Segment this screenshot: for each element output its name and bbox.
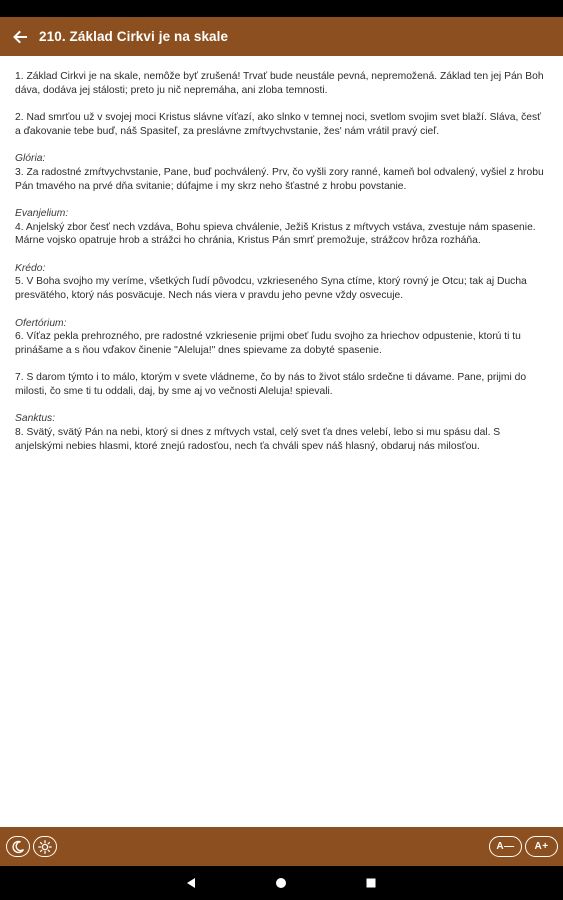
verse [15, 262, 548, 303]
app-bar [0, 17, 563, 56]
verse-text: 7. S darom týmto i to málo, ktorým v svete vládneme, čo by nás to život stálo srdečne ti dávame. Pane, prijmi do milosti, čo sme ti tu oddali, daj, by sme aj vo večnosti Aleluja! spievali. [15, 372, 527, 398]
nav-home-button[interactable] [272, 874, 290, 892]
back-button[interactable] [3, 17, 37, 56]
arrow-left-icon [12, 29, 28, 45]
verse [15, 371, 548, 398]
song-text [15, 70, 548, 467]
section-label: Krédo: [15, 262, 46, 274]
bottom-toolbar [0, 827, 563, 866]
nav-back-button[interactable] [182, 874, 200, 892]
font-decrease-button[interactable] [489, 836, 522, 857]
section-label: Evanjelium: [15, 207, 69, 219]
verse-text: 3. Za radostné zmŕtvychvstanie, Pane, buď pochválený. Prv, čo vyšli zory ranné, kameň bol odvalený, vyšiel z hrobu Pán tmavého na prvé dňa svitanie; dúfajme i my skrz neho šťastné z hrobu povstanie. [15, 166, 544, 192]
verse-text: 8. Svätý, svätý Pán na nebi, ktorý si dnes z mŕtvych vstal, celý svet ťa dnes velebí, lebo si mu spásu dal. S anjelskými nebies hlasmi, ktoré znejú radosťou, nech ťa chváli spev náš hlasný, obdaruj nás milosťou. [15, 427, 501, 452]
sun-icon [38, 840, 52, 854]
day-mode-button[interactable] [33, 836, 57, 857]
system-navigation-bar [0, 866, 563, 900]
section-label: Sanktus: [15, 413, 56, 425]
verse-text: 6. Víťaz pekla prehrozného, pre radostné vzkriesenie prijmi obeť ľudu svojho za hriechov odpustenie, ktorú ti tu prinášame a s ňou vďakov činenie "Aleluja!" dnes spievame za dobyté spasenie. [15, 331, 521, 356]
verse [15, 317, 548, 358]
status-bar [0, 0, 563, 17]
section-label: Glória: [15, 153, 46, 165]
verse-text: 2. Nad smrťou už v svojej moci Kristus slávne víťazí, ako slnko v temnej noci, svetlom svojim svet blaží. Sláva, česť a ďakovanie tebe buď, náš Spasiteľ, za preslávne zmŕtvychvstanie, žes' nám vrátil pravý cieľ. [15, 112, 542, 137]
night-mode-button[interactable] [6, 836, 30, 857]
square-recents-icon [365, 877, 377, 889]
triangle-back-icon [185, 877, 197, 889]
circle-home-icon [275, 877, 287, 889]
verse-text: 5. V Boha svojho my veríme, všetkých ľudí pôvodcu, vzkrieseného Syna ctíme, ktorý rovný je Otcu; tak aj Ducha presvätého, ktorý nás posväcuje. Nech nás viera v pravdu jeho pevne vždy osvecuje. [15, 276, 527, 302]
moon-icon [11, 840, 25, 854]
section-label: Ofertórium: [15, 317, 67, 329]
verse [15, 70, 548, 97]
verse [15, 412, 548, 453]
verse [15, 111, 548, 138]
font-decrease-label: A— [496, 841, 515, 852]
nav-recents-button[interactable] [362, 874, 380, 892]
verse-text: 1. Základ Cirkvi je na skale, nemôže byť zrušená! Trvať bude neustále pevná, nepremožená. Základ ten jej Pán Boh dáva, dodáva jej stálosti; preto ju nič nepremáha, ani zloba temnosti. [15, 71, 544, 96]
verse [15, 207, 548, 248]
verse-text: 4. Anjelský zbor česť nech vzdáva, Bohu spieva chválenie, Ježiš Kristus z mŕtvych vstáva, zvestuje nám spasenie. Márne vojsko opatruje hrob a strážci ho chránia, Kristus Pán smrť premožuje, strážcov hrôza rozháňa. [15, 221, 536, 247]
page-title: 210. Základ Cirkvi je na skale [39, 29, 229, 44]
verse [15, 152, 548, 193]
font-increase-label: A+ [534, 841, 549, 852]
font-increase-button[interactable] [525, 836, 558, 857]
